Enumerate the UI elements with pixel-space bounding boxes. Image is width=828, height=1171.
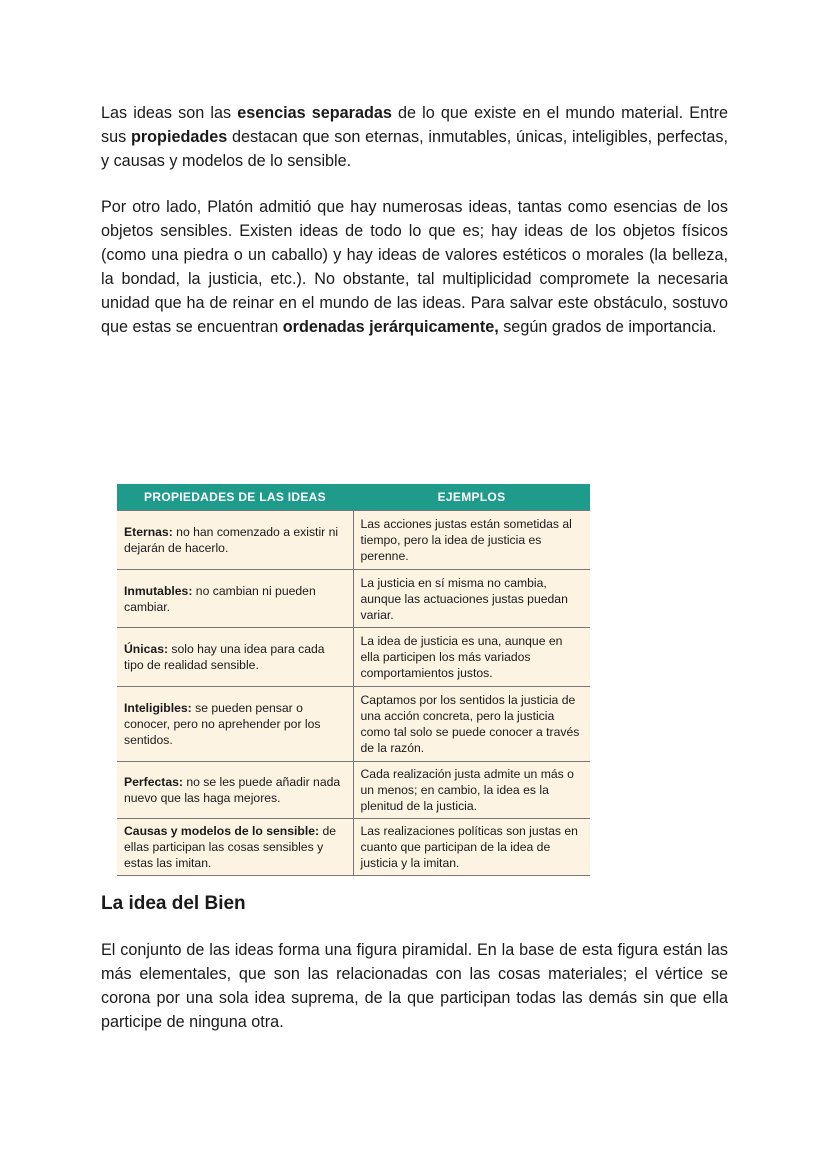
property-cell: Únicas: solo hay una idea para cada tipo de realidad sensible. xyxy=(117,628,353,687)
property-cell: Eternas: no han comenzado a existir ni dejarán de hacerlo. xyxy=(117,511,353,570)
table-row xyxy=(117,687,590,762)
property-cell: Inteligibles: se pueden pensar o conocer, pero no aprehender por los sentidos. xyxy=(117,687,353,762)
table-row xyxy=(117,819,590,876)
column-header: PROPIEDADES DE LAS IDEAS xyxy=(117,484,353,511)
example-cell: Cada realización justa admite un más o un menos; en cambio, la idea es la plenitud de la justicia. xyxy=(353,762,590,819)
table-header-row xyxy=(117,484,590,511)
paragraph-pyramid: El conjunto de las ideas forma una figura piramidal. En la base de esta figura están las más elementales, que son las relacionadas con las cosas materiales; el vértice se corona por una sola idea suprema, de la que participan todas las demás sin que ella participe de ninguna otra. xyxy=(101,941,728,1031)
example-cell: La idea de justicia es una, aunque en ella participen los más variados comportamientos justos. xyxy=(353,628,590,687)
table-row xyxy=(117,511,590,570)
property-cell: Inmutables: no cambian ni pueden cambiar. xyxy=(117,570,353,628)
table-row xyxy=(117,628,590,687)
example-cell: Captamos por los sentidos la justicia de una acción concreta, pero la justicia como tal solo se puede conocer a través de la razón. xyxy=(353,687,590,762)
paragraph-ideas-essences: Las ideas son las esencias separadas de lo que existe en el mundo material. Entre sus propiedades destacan que son eternas, inmutables, únicas, inteligibles, perfectas, y causas y modelos de lo sensible. xyxy=(101,104,728,170)
table-row xyxy=(117,762,590,819)
column-header: EJEMPLOS xyxy=(353,484,590,511)
table-row xyxy=(117,570,590,628)
property-cell: Causas y modelos de lo sensible: de ellas participan las cosas sensibles y estas las imitan. xyxy=(117,819,353,876)
example-cell: La justicia en sí misma no cambia, aunque las actuaciones justas puedan variar. xyxy=(353,570,590,628)
example-cell: Las realizaciones políticas son justas en cuanto que participan de la idea de justicia y la imitan. xyxy=(353,819,590,876)
properties-table xyxy=(117,484,590,876)
paragraph-ideas-hierarchy: Por otro lado, Platón admitió que hay numerosas ideas, tantas como esencias de los objetos sensibles. Existen ideas de todo lo que es; hay ideas de los objetos físicos (como una piedra o un caballo) y hay ideas de valores estéticos o morales (la belleza, la bondad, la justicia, etc.). No obstante, tal multiplicidad compromete la necesaria unidad que ha de reinar en el mundo de las ideas. Para salvar este obstáculo, sostuvo que estas se encuentran ordenadas jerárquicamente, según grados de importancia. xyxy=(101,198,728,336)
property-cell: Perfectas: no se les puede añadir nada nuevo que las haga mejores. xyxy=(117,762,353,819)
example-cell: Las acciones justas están sometidas al tiempo, pero la idea de justicia es perenne. xyxy=(353,511,590,570)
section-heading: La idea del Bien xyxy=(101,893,246,914)
